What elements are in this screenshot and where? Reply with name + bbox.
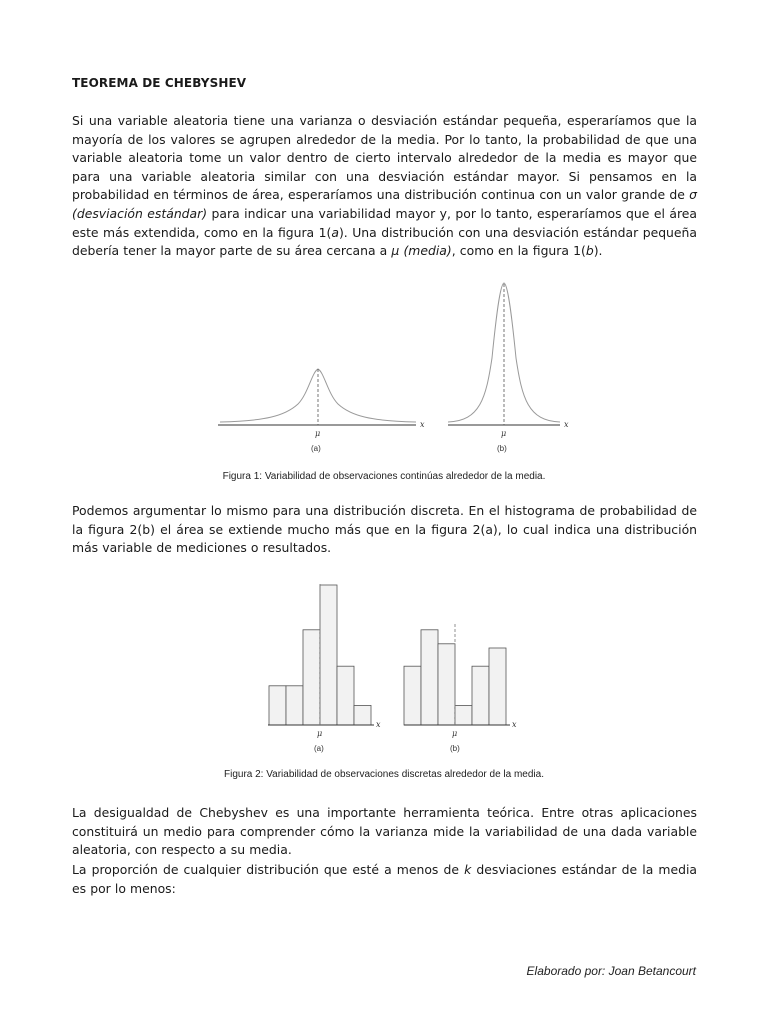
figure-ref-b: b [585,243,594,259]
figure-1-caption: Figura 1: Variabilidad de observaciones continúas alrededor de la media. [222,471,546,482]
author-signature: Elaborado por: Joan Betancourt [526,964,696,978]
histogram-b-bar-1 [404,666,421,725]
histogram-a-bar-2 [286,686,303,725]
x-label-b: x [564,420,569,429]
paragraph-proportion-text-1: La proporción de cualquier distribución que esté a menos de [72,862,465,877]
label-b: (b) [497,444,507,453]
x-label-hist-a: x [376,720,381,729]
paragraph-intro-text-3: ). Una distribución con una desviación estándar pequeña debería tener la mayor parte de su área cercana a [72,224,697,259]
label-hist-b: (b) [450,744,460,753]
histogram-b-bar-2 [421,630,438,725]
histogram-b-bar-4 [455,705,472,725]
mu-label-hist-b: μ [452,729,458,738]
paragraph-intro-text-2: para indicar una variabilidad mayor y, por lo tanto, esperaríamos que el área este más extendida, como en la figura 1( [72,205,697,240]
figure-1-continuous [210,278,580,458]
paragraph-chebyshev: La desigualdad de Chebyshev es una importante herramienta teórica. Entre otras aplicaciones constituirá un medio para comprender cómo la varianza mide la variabilidad de una dada variable aleatoria, con respecto a su media. [72,805,697,858]
histogram-a-bar-4 [320,585,337,725]
k-variable: k [464,862,472,877]
paragraph-intro-text-5: ). [593,243,603,259]
histogram-a-bar-5 [337,666,354,725]
label-hist-a: (a) [314,744,324,753]
paragraph-intro-text-1: Si una variable aleatoria tiene una varianza o desviación estándar pequeña, esperaríamos que la mayoría de los valores se agrupen alrededor de la media. Por lo tanto, la probabilidad de que una variable aleatoria tome un valor dentro de cierto intervalo alrededor de la media es mayor que para una variable aleatoria similar con una desviación estándar mayor. Si pensamos en la probabilidad en términos de área, esperaríamos una distribución continua con un valor grande de [72,113,697,203]
figure-2-caption: Figura 2: Variabilidad de observaciones discretas alrededor de la media. [224,769,544,780]
histogram-a-bar-1 [269,686,286,725]
paragraph-intro [72,112,697,261]
histogram-a-bar-6 [354,705,371,725]
figure-2-discrete [260,578,530,758]
mu-label-hist-a: μ [317,729,323,738]
figure-ref-a: a [331,224,339,240]
label-a: (a) [311,444,321,453]
mu-term: μ (media) [391,243,452,259]
histogram-b-bar-6 [489,648,506,725]
histogram-b-bar-5 [472,666,489,725]
section-heading: TEOREMA DE CHEBYSHEV [72,76,247,90]
paragraph-proportion-text-2: desviaciones estándar de la media es por lo menos: [72,862,697,896]
paragraph-intro-text-4: , como en la figura 1( [451,243,586,259]
mu-label-a: μ [315,429,321,438]
paragraph-proportion [72,861,697,898]
histogram-a-bar-3 [303,630,320,725]
mu-label-b: μ [501,429,507,438]
sigma-term: σ (desviación estándar) [72,187,697,221]
paragraph-discrete: Podemos argumentar lo mismo para una distribución discreta. En el histograma de probabilidad de la figura 2(b) el área se extiende mucho más que en la figura 2(a), lo cual indica una distribución más variable de mediciones o resultados. [72,503,697,556]
x-label-a: x [420,420,425,429]
x-label-hist-b: x [512,720,517,729]
histogram-b-bar-3 [438,644,455,725]
